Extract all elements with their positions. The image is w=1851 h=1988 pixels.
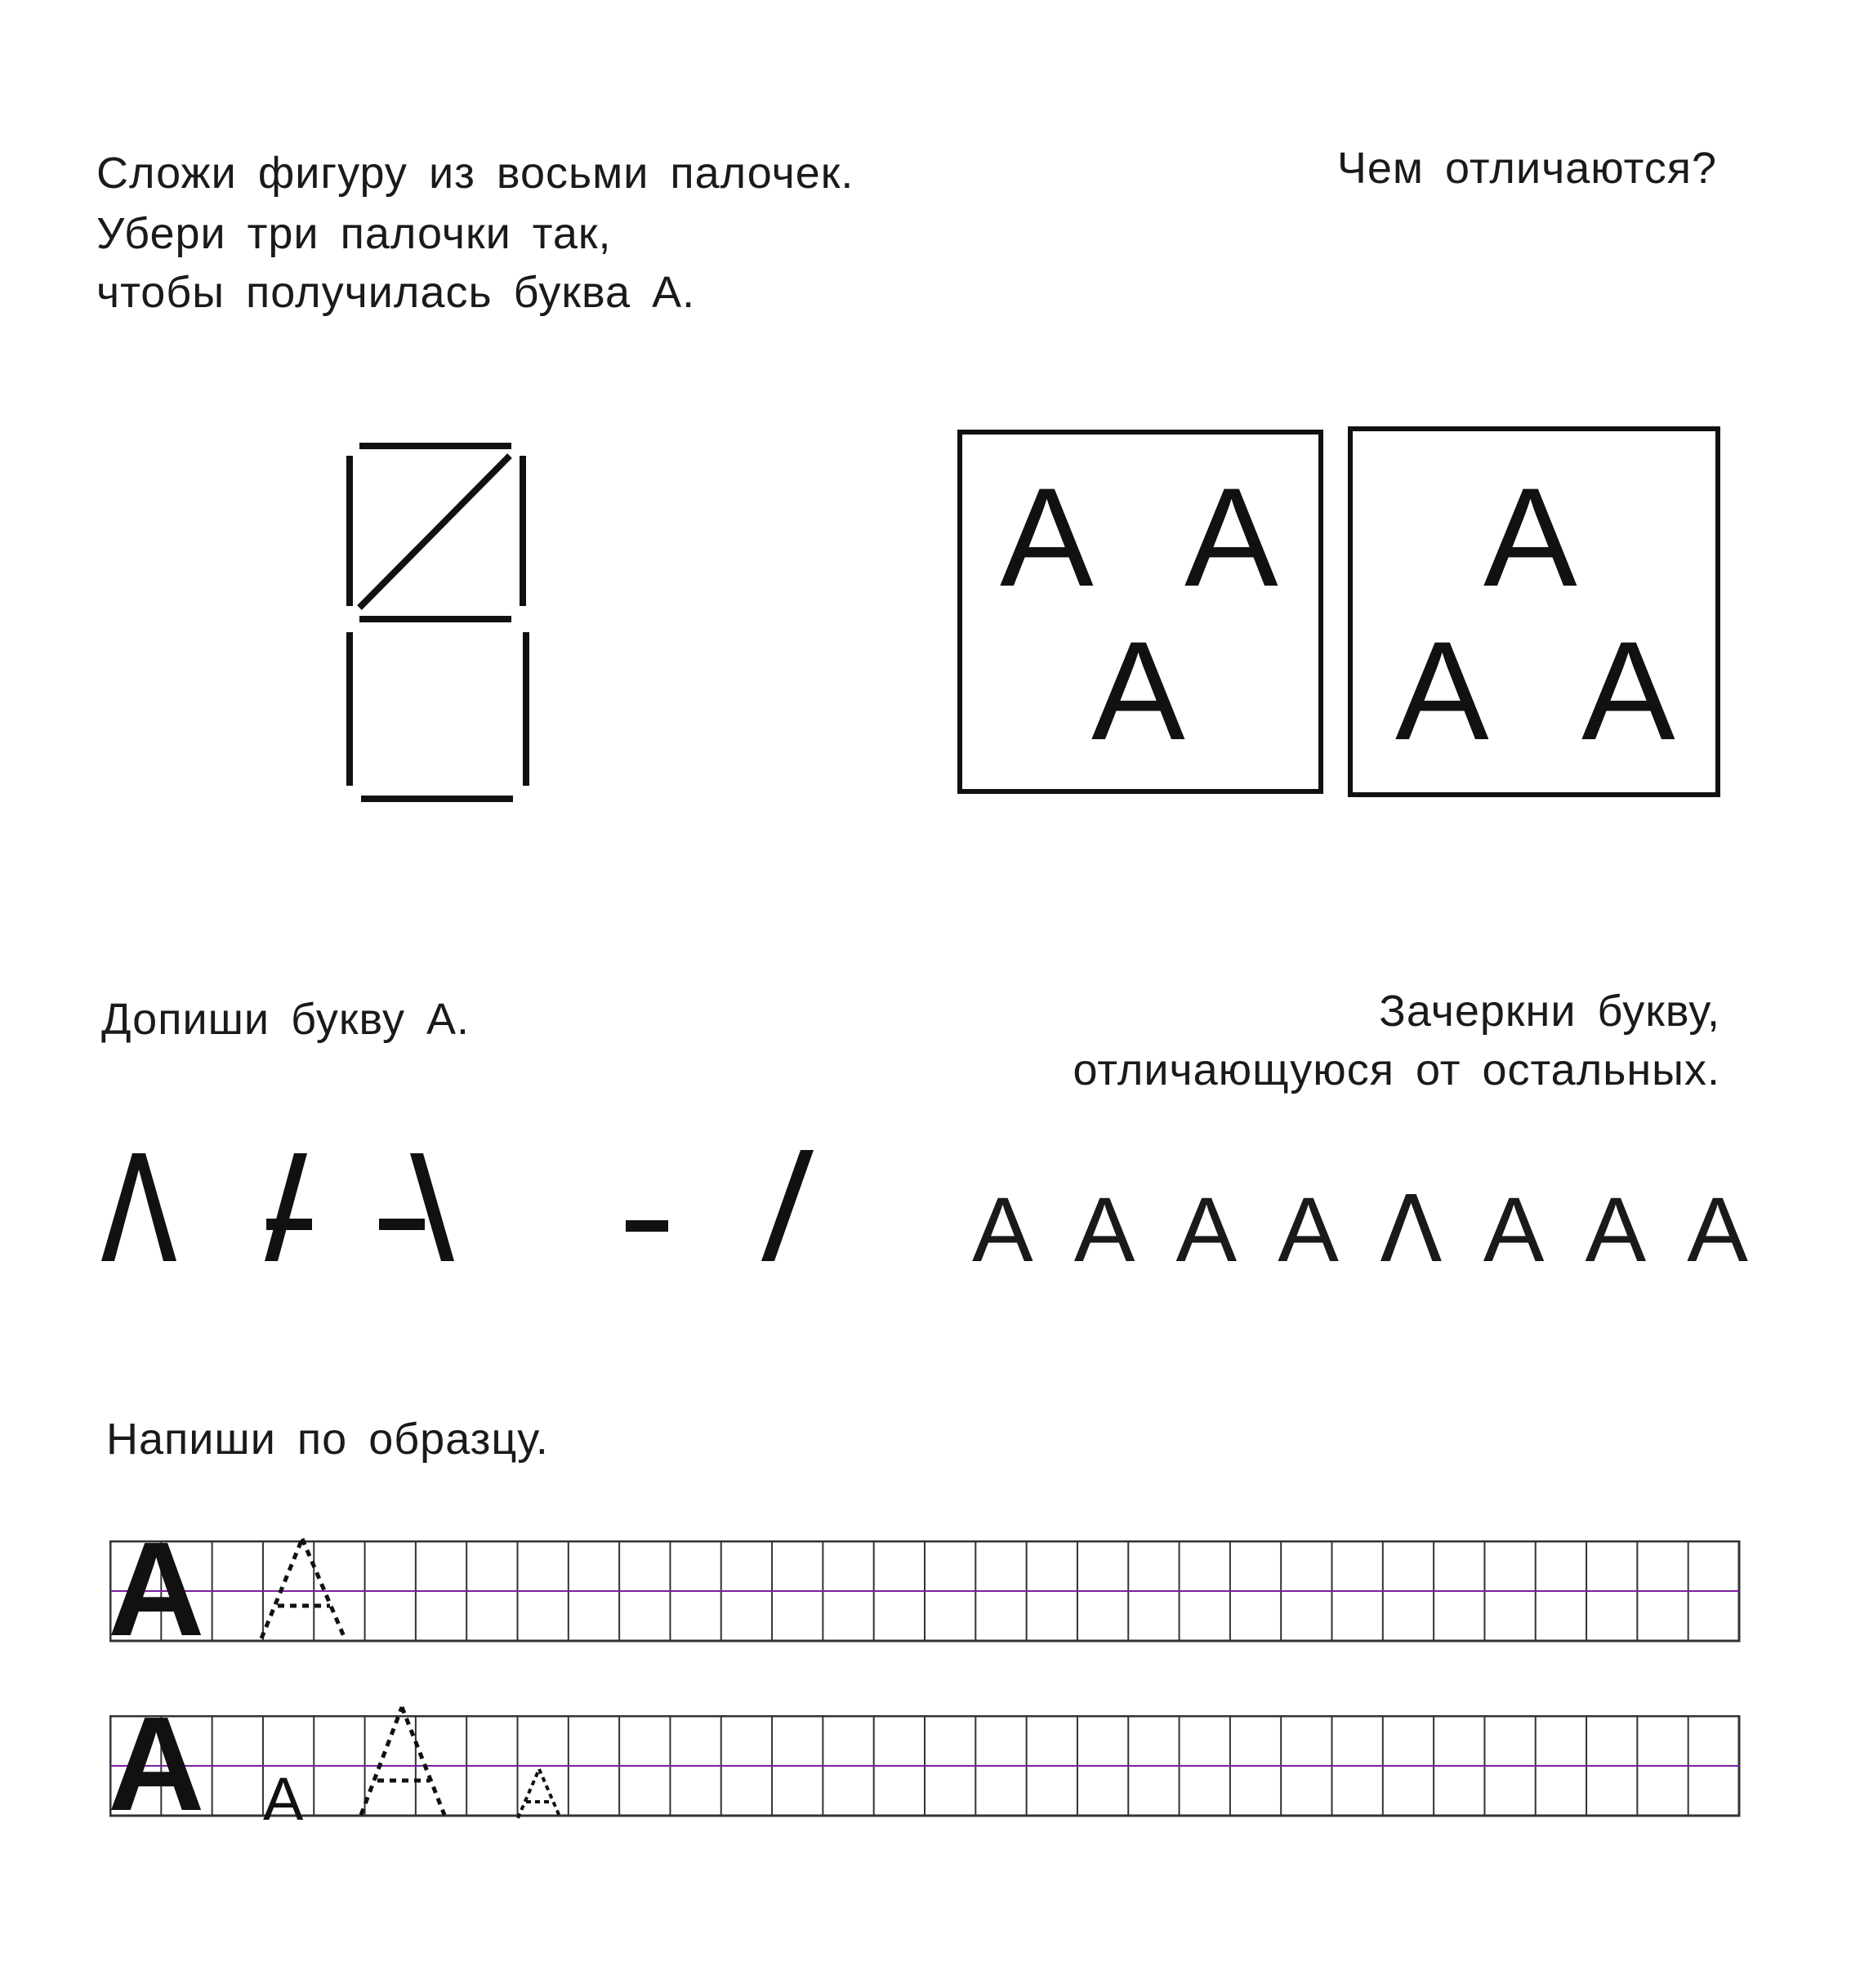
box-left-letter-2: A [1184, 459, 1278, 616]
row-letter-4: A [1278, 1179, 1339, 1281]
letter-row [972, 1177, 1748, 1283]
box-left-letter-1: A [1000, 459, 1094, 616]
row-letter-8: A [1687, 1179, 1748, 1281]
task4-line-1: Зачеркни букву, [1379, 987, 1720, 1036]
dotted-letter-row1 [255, 1534, 369, 1640]
copy-grid-row-1[interactable] [108, 1514, 1742, 1664]
task4-line-2: отличающуюся от остальных. [1073, 1045, 1720, 1094]
dotted-letter-row2-small [515, 1764, 572, 1821]
box-right-letter-1: A [1483, 459, 1577, 616]
sample-letter-row1: A [108, 1514, 205, 1664]
partial-letter-3 [379, 1153, 454, 1261]
row-letter-5: Λ [1380, 1177, 1443, 1283]
box-right-letter-2: A [1395, 613, 1489, 769]
row-letter-1: A [972, 1179, 1033, 1281]
dotted-letter-row2-big [355, 1702, 469, 1816]
task1-line-2: Убери три палочки так, [96, 209, 612, 258]
partial-letters [82, 1135, 980, 1299]
copy-grid-row-2[interactable] [108, 1689, 1742, 1839]
row-letter-7: A [1585, 1179, 1647, 1281]
partial-letter-4 [626, 1220, 668, 1232]
row-letter-6: A [1483, 1179, 1545, 1281]
sample-letter-row2-big: A [108, 1689, 205, 1839]
box-left-letter-3: A [1091, 613, 1185, 769]
box-right-letter-3: A [1581, 613, 1675, 769]
task1-line-1: Сложи фигуру из восьми палочек. [96, 149, 854, 198]
stick-diagonal [359, 456, 510, 608]
partial-letter-2 [265, 1153, 312, 1261]
task1-line-3: чтобы получилась буква А. [96, 268, 696, 317]
partial-letter-1 [101, 1153, 176, 1261]
row-letter-3: A [1175, 1179, 1238, 1281]
row-letter-2: A [1073, 1179, 1135, 1281]
sample-letter-row2-small: A [263, 1765, 304, 1833]
partial-letter-5 [761, 1150, 814, 1261]
task3-title: Допиши букву А. [101, 995, 470, 1044]
task5-title: Напиши по образцу. [106, 1415, 549, 1464]
task2-title: Чем отличаются? [1336, 144, 1717, 193]
